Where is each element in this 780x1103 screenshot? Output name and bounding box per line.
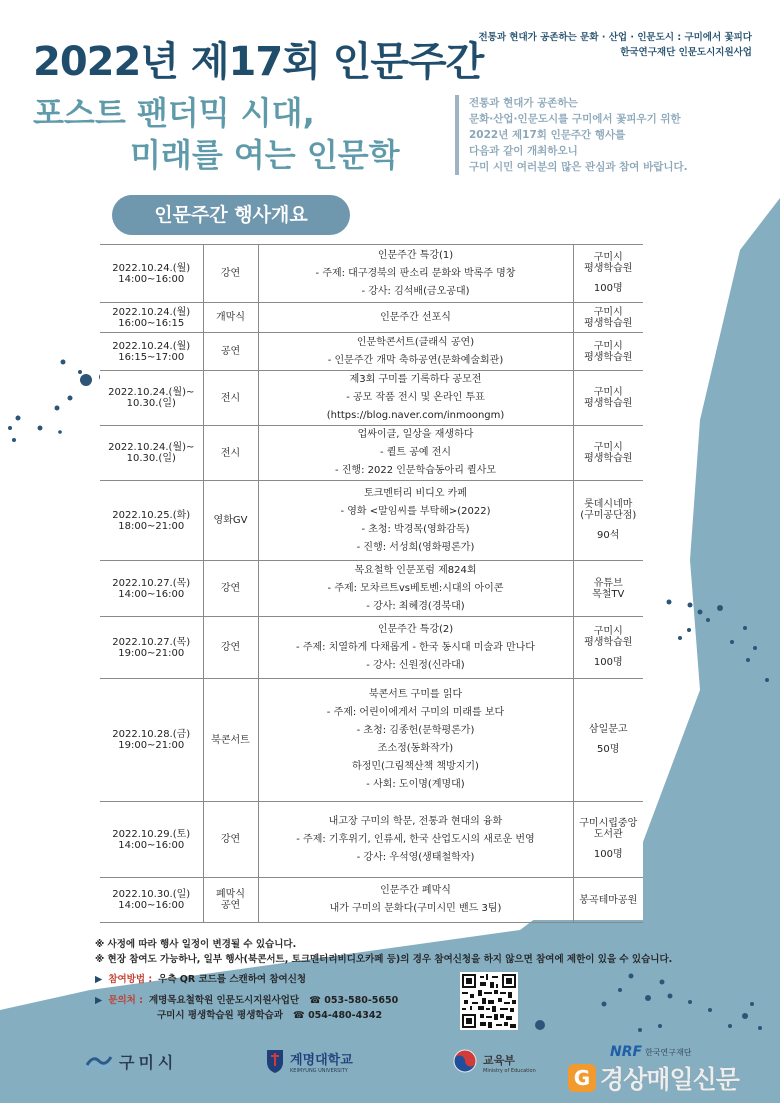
schedule-content-line: 인문주간 선포식 (380, 311, 451, 323)
schedule-date (100, 371, 203, 426)
schedule-content-line: - 인문주간 개막 축하공연(문화예술회관) (327, 354, 504, 366)
schedule-row (100, 679, 643, 802)
schedule-type (203, 617, 258, 679)
schedule-content-line: - 강사: 김석배(금오공대) (361, 285, 470, 297)
schedule-venue-line: 유튜브 (593, 577, 623, 589)
schedule-content-line: - 주제: 모차르트vs베토벤:시대의 아이콘 (327, 582, 504, 594)
schedule-table-wrap (100, 244, 643, 920)
schedule-date-line: 10.30.(일) (126, 398, 176, 409)
top-right-line-2: 한국연구재단 인문도시지원사업 (620, 47, 752, 58)
schedule-type (203, 426, 258, 481)
schedule-date-line: 2022.10.24.(월) (112, 262, 191, 274)
contact-org-2: 구미시 평생학습원 평생학습과 (157, 1010, 283, 1021)
schedule-date-line: 16:15~17:00 (118, 351, 185, 363)
schedule-date (100, 481, 203, 561)
schedule-date-line: 19:00~21:00 (118, 740, 185, 751)
schedule-content-line: 인문학콘서트(클래식 공연) (356, 336, 475, 348)
schedule-venue-line: (구미공단점) (580, 509, 637, 521)
schedule-type-line: 개막식 (216, 312, 245, 323)
schedule-date (100, 617, 203, 679)
participation-text: 우측 QR 코드를 스캔하여 참여신청 (158, 974, 307, 985)
schedule-content-line: 인문주간 특강(2) (377, 623, 454, 635)
schedule-row (100, 802, 643, 878)
schedule-venue (573, 802, 643, 878)
schedule-date-line: 2022.10.27.(목) (112, 577, 191, 589)
schedule-content-line: - 진행: 서성희(영화평론가) (356, 541, 475, 553)
schedule-content-line: 토크멘터리 비디오 카페 (364, 487, 467, 499)
schedule-venue-line: 롯데시네마 (584, 498, 633, 510)
schedule-type (203, 679, 258, 802)
schedule-venue-line: 봉곡테마공원 (579, 894, 638, 906)
kmu-logo-sub: KEIMYUNG UNIVERSITY (290, 1067, 348, 1074)
dot-cluster-left (8, 360, 113, 443)
schedule-venue (573, 481, 643, 561)
schedule-venue (573, 333, 643, 371)
contact-row (95, 993, 398, 1023)
schedule-content-line: 조소정(동화작가) (377, 743, 454, 754)
schedule-type (203, 371, 258, 426)
schedule-type (203, 481, 258, 561)
schedule-content (258, 245, 573, 303)
intro-line-1: 전통과 현대가 공존하는 (469, 97, 578, 109)
schedule-date-line: 2022.10.27.(목) (112, 636, 191, 648)
schedule-venue-line: 도서관 (593, 828, 623, 840)
qr-code[interactable] (460, 972, 518, 1030)
schedule-date-line: 14:00~16:00 (118, 900, 185, 911)
schedule-content-line: - 진행: 2022 인문학습동아리 퀼사모 (334, 465, 497, 476)
schedule-date-line: 14:00~16:00 (118, 588, 185, 600)
schedule-content-line: - 주제: 기후위기, 인류세, 한국 산업도시의 새로운 번영 (296, 833, 535, 845)
schedule-venue-line: 구미시 (593, 306, 623, 318)
schedule-date-line: 19:00~21:00 (118, 647, 185, 659)
logo-kmu (265, 1048, 353, 1074)
schedule-row (100, 371, 643, 426)
contact-second-line (95, 1008, 398, 1023)
schedule-capacity: 100명 (593, 656, 623, 668)
schedule-capacity: 100명 (593, 282, 623, 294)
schedule-type (203, 245, 258, 303)
top-right-line-1: 전통과 현대가 공존하는 문화 · 산업 · 인문도시 : 구미에서 꽃피다 (478, 32, 752, 43)
schedule-content-line: (https://blog.naver.com/inmoongm) (326, 410, 505, 421)
moe-logo-text-group (483, 1049, 536, 1074)
schedule-venue-line: 구미시립중앙 (579, 817, 638, 829)
taegeuk-icon (452, 1048, 478, 1074)
schedule-content-line: 인문주간 특강(1) (377, 249, 454, 261)
schedule-date (100, 303, 203, 333)
note-1: ※ 사정에 따라 행사 일정이 변경될 수 있습니다. (95, 939, 297, 950)
schedule-type-line: 강연 (220, 642, 241, 653)
schedule-venue-line: 평생학습원 (584, 351, 633, 363)
schedule-type (203, 561, 258, 617)
schedule-content-line: 목요철학 인문포럼 제824회 (354, 564, 477, 576)
schedule-venue (573, 303, 643, 333)
schedule-row (100, 481, 643, 561)
schedule-venue-line: 평생학습원 (584, 398, 633, 409)
moe-logo-text: 교육부 (483, 1053, 515, 1067)
schedule-capacity: 90석 (597, 529, 620, 541)
schedule-content (258, 426, 573, 481)
schedule-venue-line: 구미시 (593, 340, 623, 352)
section-title: 인문주간 행사개요 (112, 195, 350, 235)
contact-label: 문의처 : (108, 995, 143, 1006)
schedule-type-line: 공연 (220, 346, 241, 357)
schedule-type-line: 강연 (220, 834, 241, 845)
schedule-date (100, 245, 203, 303)
schedule-capacity: 100명 (593, 848, 623, 860)
schedule-row (100, 245, 643, 303)
schedule-venue (573, 878, 643, 923)
schedule-type (203, 333, 258, 371)
schedule-date (100, 561, 203, 617)
subtitle-line-1: 포스트 팬더믹 시대, (33, 94, 315, 132)
triangle-bullet-icon: ▶ (95, 974, 103, 985)
schedule-content-line: - 강사: 우석영(생태철학자) (356, 851, 475, 863)
schedule-content-line: 업싸이클, 일상을 재생하다 (357, 429, 474, 440)
schedule-content (258, 371, 573, 426)
schedule-content-line: - 사회: 도이명(계명대) (366, 779, 465, 790)
schedule-venue-line: 평생학습원 (584, 262, 633, 274)
schedule-content-line: - 초청: 김종헌(문학평론가) (356, 725, 475, 736)
intro-line-2: 문화·산업·인문도시를 구미에서 꽃피우기 위한 (469, 113, 681, 125)
schedule-date-line: 2022.10.24.(월)~ (108, 442, 195, 453)
schedule-date-line: 18:00~21:00 (118, 520, 185, 532)
schedule-date (100, 679, 203, 802)
intro-text (455, 95, 688, 175)
schedule-content (258, 802, 573, 878)
schedule-type (203, 878, 258, 923)
gumi-logo-text: 구미시 (119, 1053, 178, 1072)
participation-row (95, 972, 398, 987)
schedule-table (100, 244, 643, 923)
schedule-date-line: 2022.10.29.(토) (112, 828, 191, 840)
schedule-content (258, 878, 573, 923)
schedule-venue-line: 평생학습원 (584, 317, 633, 329)
schedule-venue (573, 679, 643, 802)
schedule-type-line: 강연 (220, 583, 241, 594)
schedule-date (100, 878, 203, 923)
schedule-venue-line: 구미시 (593, 251, 623, 263)
schedule-date (100, 333, 203, 371)
schedule-type-line: 북콘서트 (211, 734, 250, 746)
schedule-row (100, 333, 643, 371)
triangle-bullet-icon: ▶ (95, 995, 103, 1006)
schedule-capacity: 50명 (597, 743, 620, 755)
top-right-caption (478, 30, 752, 60)
schedule-type (203, 802, 258, 878)
schedule-date-line: 2022.10.24.(월) (112, 340, 191, 352)
schedule-row (100, 303, 643, 333)
schedule-venue-line: 구미시 (593, 442, 623, 453)
subtitle-line-2: 미래를 여는 인문학 (130, 136, 400, 174)
schedule-row (100, 426, 643, 481)
schedule-content (258, 617, 573, 679)
schedule-content-line: 북콘서트 구미를 읽다 (368, 689, 463, 700)
schedule-type-line: 폐막식 (216, 889, 245, 900)
schedule-type (203, 303, 258, 333)
schedule-venue-line: 구미시 (593, 387, 623, 398)
contact-tel-1: ☎ 053-580-5650 (309, 995, 399, 1006)
intro-line-4: 다음과 같이 개최하오니 (469, 145, 578, 157)
gumi-emblem-icon (85, 1051, 113, 1073)
notes (95, 937, 672, 967)
logo-moe (452, 1048, 536, 1074)
schedule-date-line: 2022.10.24.(월) (112, 306, 191, 318)
moe-logo-sub: Ministry of Education (483, 1067, 536, 1074)
schedule-date-line: 16:00~16:15 (118, 317, 185, 329)
schedule-type-line: 공연 (220, 900, 241, 911)
schedule-type-line: 전시 (220, 392, 241, 404)
schedule-type-line: 강연 (220, 268, 241, 279)
schedule-content (258, 303, 573, 333)
schedule-date (100, 802, 203, 878)
schedule-venue-line: 목철TV (592, 588, 625, 600)
schedule-content-line: 하정민(그림책산책 책방지기) (352, 761, 479, 772)
schedule-content-line: - 주제: 어린이에게서 구미의 미래를 보다 (326, 707, 505, 718)
schedule-date-line: 2022.10.24.(월)~ (108, 387, 195, 398)
schedule-content-line: - 공모 작품 전시 및 온라인 투표 (346, 392, 485, 403)
schedule-date (100, 426, 203, 481)
contact-org-1: 계명목요철학원 인문도시지원사업단 (148, 995, 300, 1006)
nrf-logo-sub: 한국연구재단 (645, 1047, 692, 1057)
schedule-content-line: - 퀼트 공예 전시 (379, 447, 452, 458)
contact-tel-2: ☎ 054-480-4342 (292, 1010, 383, 1021)
schedule-content (258, 481, 573, 561)
schedule-venue (573, 245, 643, 303)
watermark-g-icon: G (568, 1064, 596, 1092)
schedule-content-line: - 영화 <말임씨를 부탁해>(2022) (340, 505, 491, 517)
schedule-date-line: 14:00~16:00 (118, 273, 185, 285)
schedule-content-line: - 초청: 박경목(영화감독) (361, 523, 470, 535)
schedule-venue-line: 삼일문고 (588, 723, 628, 735)
kmu-shield-icon (265, 1048, 285, 1074)
logo-bar (0, 1040, 780, 1100)
schedule-content (258, 333, 573, 371)
schedule-date-line: 2022.10.28.(금) (112, 729, 191, 740)
schedule-date-line: 2022.10.25.(화) (112, 509, 191, 521)
schedule-date-line: 14:00~16:00 (118, 839, 185, 851)
schedule-row (100, 617, 643, 679)
schedule-row (100, 878, 643, 923)
watermark (568, 1060, 739, 1096)
schedule-content (258, 561, 573, 617)
schedule-content-line: - 주제: 치열하게 다채롭게 - 한국 동시대 미술과 만나다 (296, 641, 535, 653)
intro-line-3: 2022년 제17회 인문주간 행사를 (469, 129, 626, 141)
schedule-type-line: 영화GV (213, 515, 248, 526)
nrf-logo-text: NRF (610, 1044, 643, 1060)
schedule-venue (573, 561, 643, 617)
watermark-text: 경상매일신문 (600, 1065, 739, 1094)
schedule-venue (573, 426, 643, 481)
schedule-content-line: 제3회 구미를 기록하다 공모전 (349, 374, 482, 385)
schedule-content-line: 내가 구미의 문화다(구미시민 밴드 3팀) (329, 903, 502, 914)
schedule-venue (573, 371, 643, 426)
note-2: ※ 현장 참여도 가능하나, 일부 행사(북콘서트, 토크멘터리비디오카페 등)의 경우 참여신청을 하지 않으면 참여에 제한이 있을 수 있습니다. (95, 954, 673, 965)
kmu-logo-text-group (290, 1049, 353, 1074)
schedule-venue-line: 평생학습원 (584, 453, 633, 464)
schedule-content-line: 내고장 구미의 학문, 전통과 현대의 융화 (328, 815, 503, 827)
intro-line-5: 구미 시민 여러분의 많은 관심과 참여 바랍니다. (469, 161, 688, 173)
schedule-content-line: 인문주간 폐막식 (380, 885, 451, 896)
schedule-content (258, 679, 573, 802)
logo-nrf (610, 1044, 691, 1060)
schedule-date-line: 10.30.(일) (126, 453, 176, 464)
info-block (95, 972, 398, 1029)
schedule-type-line: 전시 (220, 447, 241, 459)
schedule-row (100, 561, 643, 617)
schedule-content-line: - 강사: 최혜경(경북대) (366, 600, 465, 612)
main-title: 2022년 제17회 인문주간 (33, 39, 484, 85)
schedule-venue-line: 평생학습원 (584, 636, 633, 648)
schedule-venue-line: 구미시 (593, 625, 623, 637)
schedule-content-line: - 강사: 신원정(신라대) (366, 659, 465, 671)
kmu-logo-text: 계명대학교 (290, 1052, 353, 1068)
schedule-date-line: 2022.10.30.(일) (112, 889, 191, 900)
participation-label: 참여방법 : (108, 974, 153, 985)
subtitle (33, 92, 400, 176)
schedule-venue (573, 617, 643, 679)
logo-gumi (85, 1050, 177, 1073)
schedule-content-line: - 주제: 대구경북의 판소리 문화와 박록주 명창 (315, 267, 516, 279)
